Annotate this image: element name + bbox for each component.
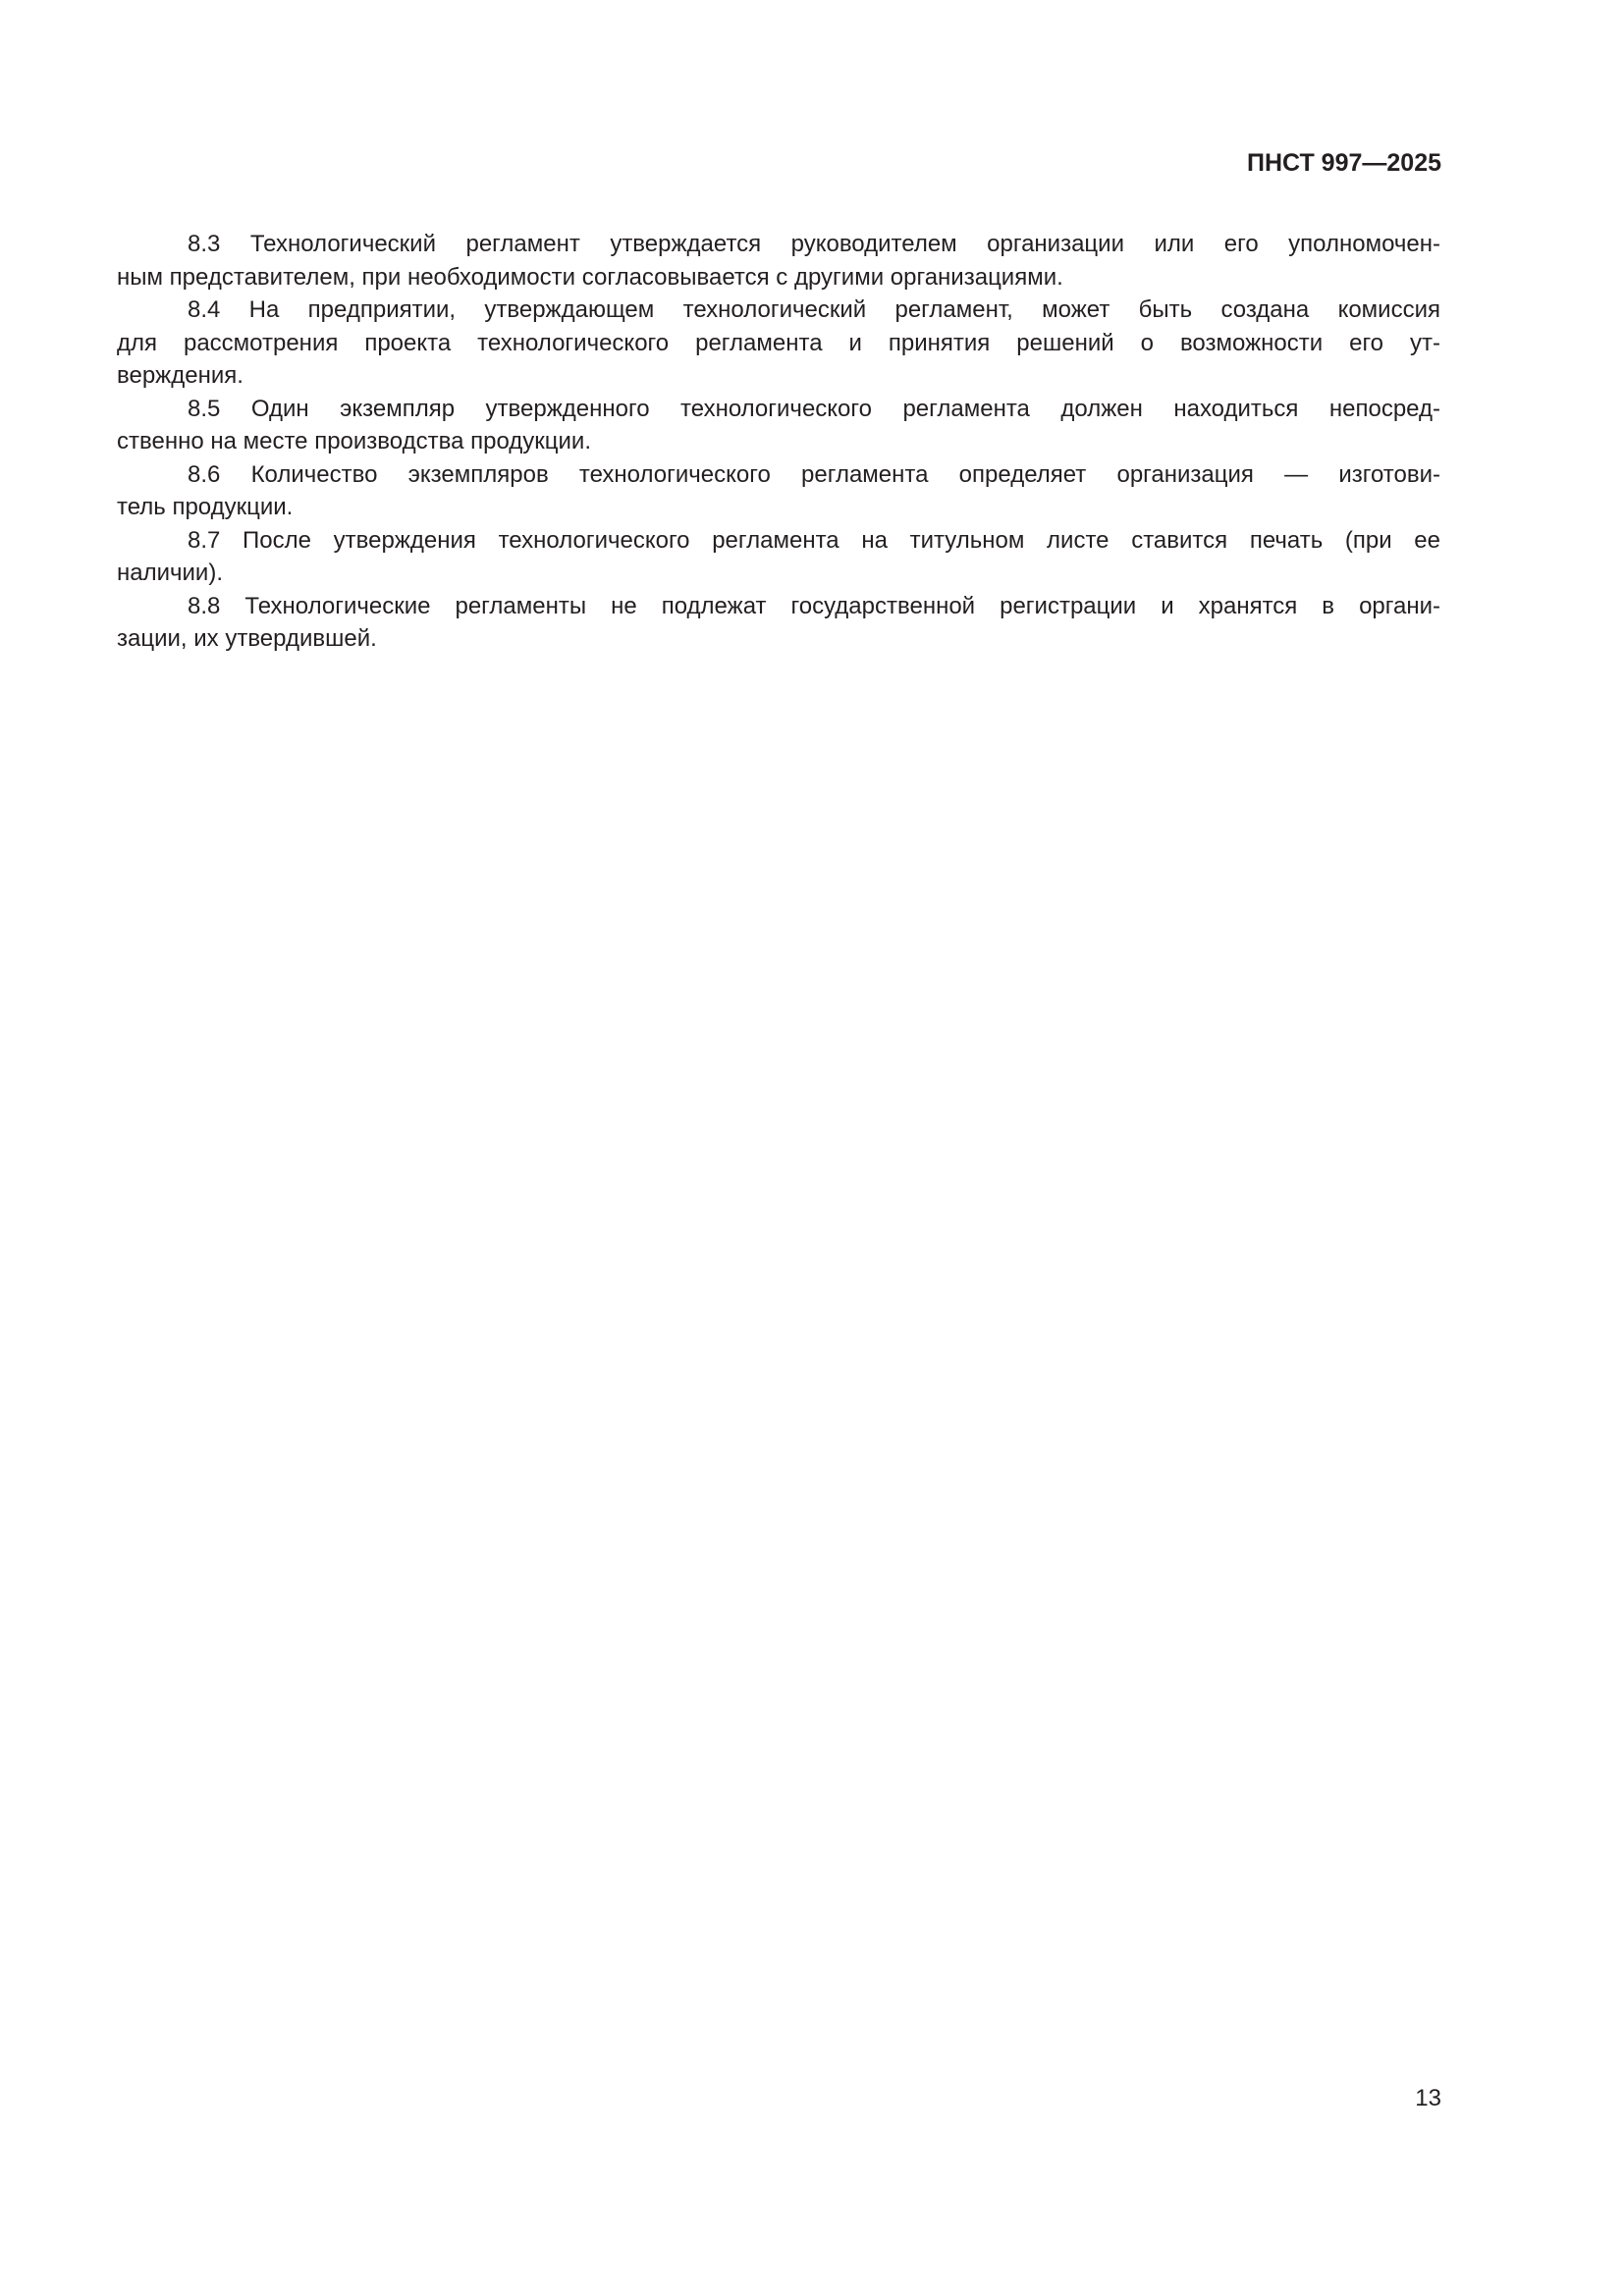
paragraph [117, 393, 1440, 458]
paragraph-line: 8.8 Технологические регламенты не подлежат государственной регистрации и хранятся в органи- [188, 592, 1440, 619]
paragraph-line: зации, их утвердившей. [117, 625, 377, 652]
paragraph-line: ственно на месте производства продукции. [117, 428, 591, 454]
page-number: 13 [1415, 2085, 1441, 2111]
paragraph [117, 590, 1440, 656]
paragraph-line: ным представителем, при необходимости согласовывается с другими организациями. [117, 263, 1063, 291]
paragraph [117, 458, 1440, 524]
paragraph-line: 8.5 Один экземпляр утвержденного технологического регламента должен находиться непосред- [188, 395, 1440, 422]
paragraph-line: 8.6 Количество экземпляров технологического регламента определяет организация — изготови- [188, 460, 1440, 488]
paragraph-line: тель продукции. [117, 494, 294, 520]
paragraph-line: верждения. [117, 362, 244, 389]
paragraph-line: 8.7 После утверждения технологического регламента на титульном листе ставится печать (при ее [188, 526, 1440, 554]
document-designation: ПНСТ 997—2025 [1247, 149, 1441, 177]
paragraph-line: наличии). [117, 560, 223, 586]
document-body [117, 228, 1440, 656]
paragraph [117, 228, 1440, 294]
paragraph [117, 524, 1440, 590]
paragraph-line: 8.4 На предприятии, утверждающем технологический регламент, может быть создана комиссия [188, 296, 1440, 323]
paragraph-line: 8.3 Технологический регламент утверждается руководителем организации или его уполномочен- [188, 231, 1440, 257]
paragraph [117, 294, 1440, 393]
paragraph-line: для рассмотрения проекта технологического регламента и принятия решений о возможности его ут- [117, 329, 1440, 356]
